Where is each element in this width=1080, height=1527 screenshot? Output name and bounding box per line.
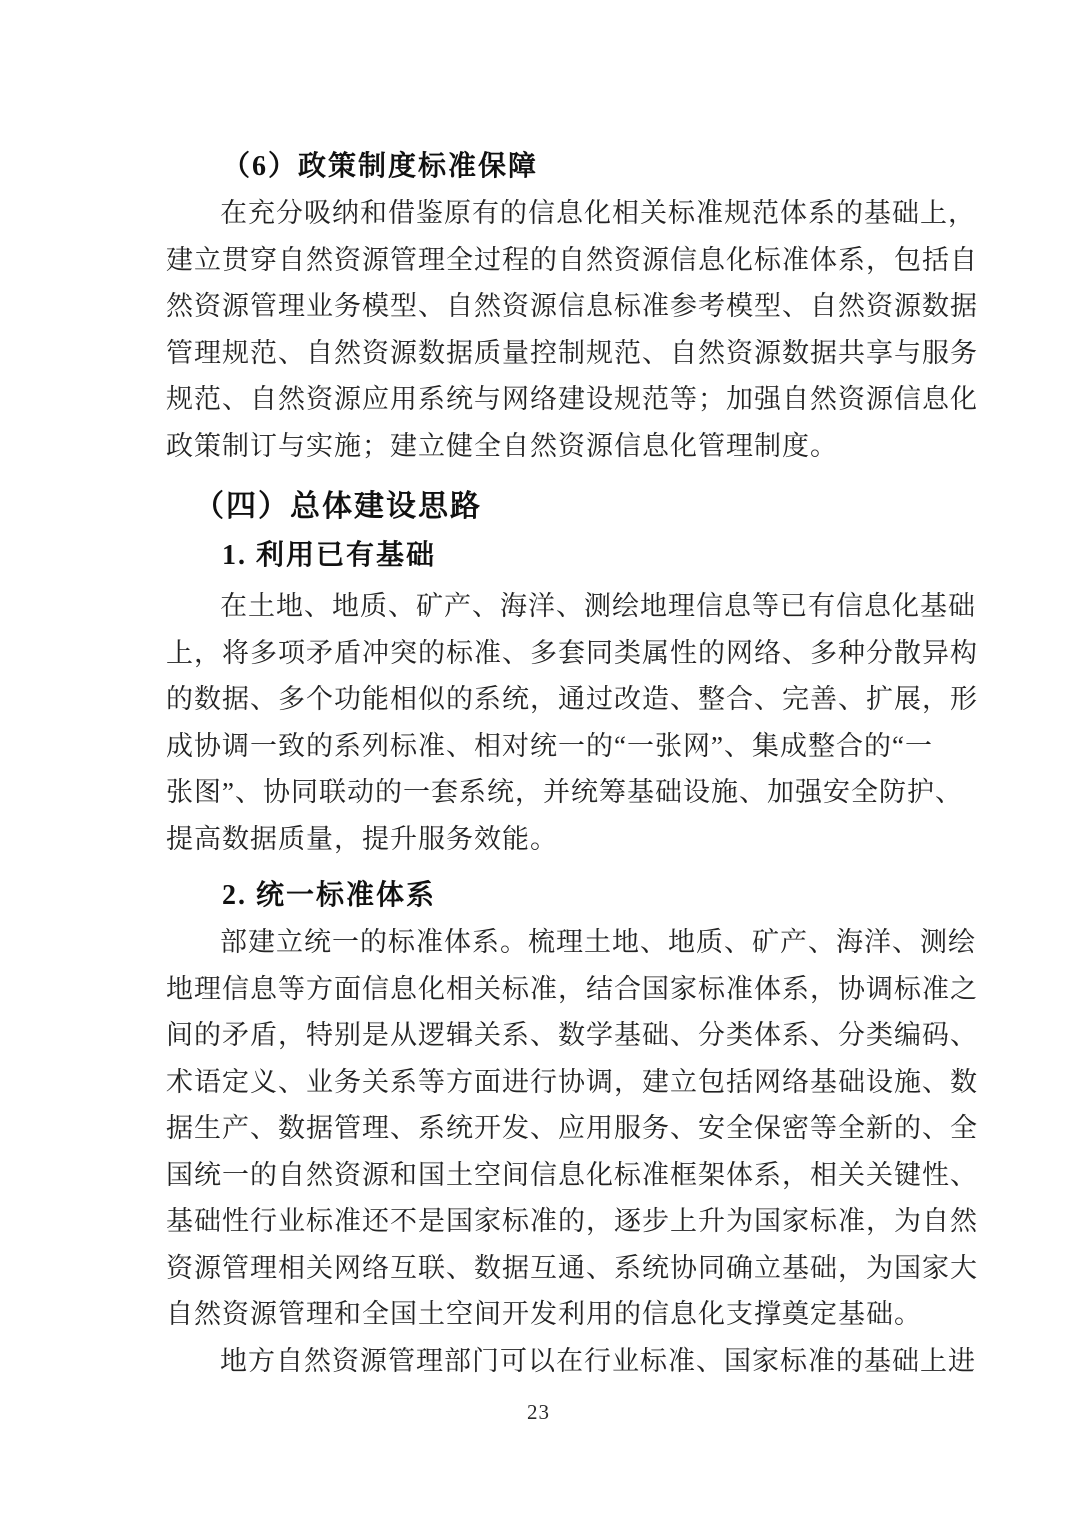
paragraph-line: 据生产、数据管理、系统开发、应用服务、安全保密等全新的、全 — [166, 1113, 978, 1143]
heading-unified-standard-system: 2. 统一标准体系 — [222, 880, 437, 911]
paragraph-line: 规范、自然资源应用系统与网络建设规范等；加强自然资源信息化 — [166, 384, 978, 414]
paragraph-line: 政策制订与实施；建立健全自然资源信息化管理制度。 — [166, 430, 838, 461]
paragraph-line: 国统一的自然资源和国土空间信息化标准框架体系，相关关键性、 — [166, 1159, 978, 1190]
heading-overall-construction-approach: （四）总体建设思路 — [194, 490, 482, 523]
document-text-block — [166, 143, 978, 1425]
paragraph-line: 上，将多项矛盾冲突的标准、多套同类属性的网络、多种分散异构 — [166, 637, 978, 668]
page-number: 23 — [527, 1400, 550, 1424]
paragraph-line: 的数据、多个功能相似的系统，通过改造、整合、完善、扩展，形 — [166, 684, 978, 714]
paragraph-line: 在充分吸纳和借鉴原有的信息化相关标准规范体系的基础上， — [220, 198, 976, 228]
paragraph-line: 术语定义、业务关系等方面进行协调，建立包括网络基础设施、数 — [166, 1066, 978, 1097]
paragraph-line: 地方自然资源管理部门可以在行业标准、国家标准的基础上进 — [220, 1345, 976, 1376]
paragraph-line: 成协调一致的系列标准、相对统一的“一张网”、集成整合的“一 — [166, 730, 933, 761]
paragraph-line: 管理规范、自然资源数据质量控制规范、自然资源数据共享与服务 — [166, 337, 978, 368]
paragraph-line: 提高数据质量，提升服务效能。 — [166, 823, 558, 854]
heading-use-existing-foundation: 1. 利用已有基础 — [222, 540, 437, 571]
paragraph-line: 张图”、协同联动的一套系统，并统筹基础设施、加强安全防护、 — [166, 777, 963, 807]
paragraph-line: 建立贯穿自然资源管理全过程的自然资源信息化标准体系，包括自 — [166, 244, 978, 275]
paragraph-existing-foundation — [166, 583, 978, 862]
paragraph-line: 在土地、地质、矿产、海洋、测绘地理信息等已有信息化基础 — [220, 591, 976, 621]
paragraph-line: 然资源管理业务模型、自然资源信息标准参考模型、自然资源数据 — [166, 291, 978, 321]
paragraph-line: 资源管理相关网络互联、数据互通、系统协同确立基础，为国家大 — [166, 1252, 978, 1283]
paragraph-unified-standards — [166, 919, 978, 1338]
paragraph-line: 间的矛盾，特别是从逻辑关系、数学基础、分类体系、分类编码、 — [166, 1020, 978, 1050]
heading-policy-standards: （6）政策制度标准保障 — [222, 151, 539, 182]
paragraph-line: 部建立统一的标准体系。梳理土地、地质、矿产、海洋、测绘 — [220, 927, 976, 957]
paragraph-line: 基础性行业标准还不是国家标准的，逐步上升为国家标准，为自然 — [166, 1206, 978, 1236]
paragraph-line: 自然资源管理和全国土空间开发利用的信息化支撑奠定基础。 — [166, 1299, 922, 1329]
paragraph-local-departments — [166, 1338, 976, 1385]
paragraph-policy-standards — [166, 190, 978, 469]
paragraph-line: 地理信息等方面信息化相关标准，结合国家标准体系，协调标准之 — [166, 973, 978, 1004]
